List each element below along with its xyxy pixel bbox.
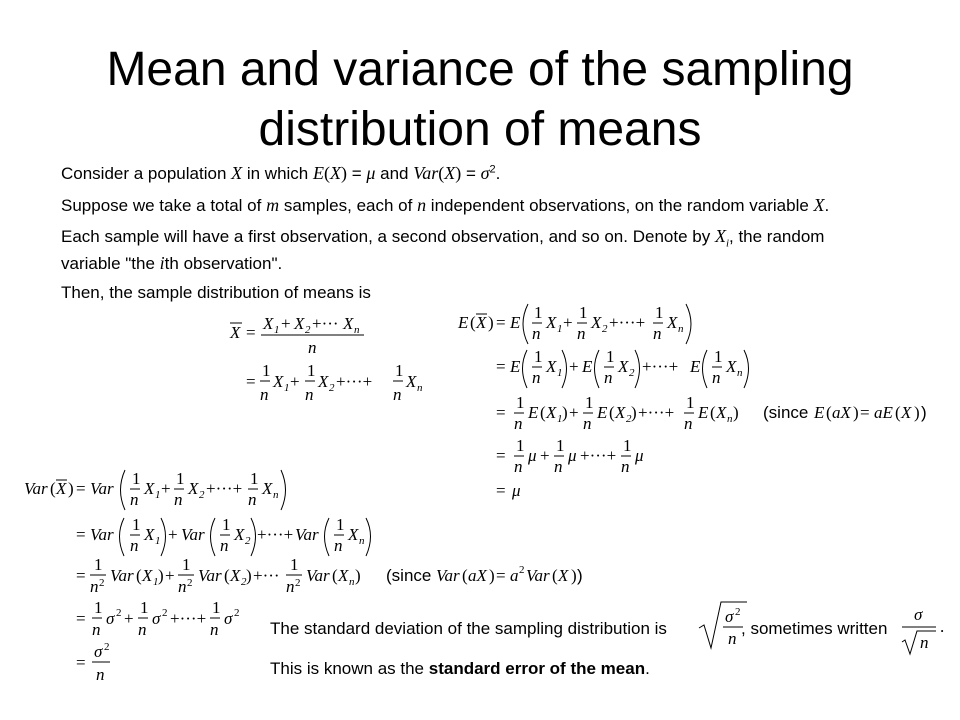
svg-text:(: ( xyxy=(224,566,230,585)
svg-text:X: X xyxy=(273,372,284,391)
svg-text:Var: Var xyxy=(526,566,550,585)
svg-text:2: 2 xyxy=(519,564,525,576)
svg-text:2: 2 xyxy=(295,577,301,589)
svg-text:): ) xyxy=(355,566,361,585)
svg-text:+···: +··· xyxy=(312,314,339,333)
svg-text:2: 2 xyxy=(199,489,205,501)
svg-text:): ) xyxy=(914,403,920,422)
svg-text:aX: aX xyxy=(832,403,851,422)
svg-text:1: 1 xyxy=(585,393,594,412)
svg-text:1: 1 xyxy=(534,303,543,322)
svg-text:1: 1 xyxy=(284,382,290,394)
svg-text:X: X xyxy=(144,479,155,498)
svg-text:aE: aE xyxy=(874,403,893,422)
svg-text:n: n xyxy=(532,324,541,343)
std-dev-text: The standard deviation of the sampling distribution is xyxy=(270,619,667,638)
svg-text:n: n xyxy=(220,536,229,555)
svg-text:1: 1 xyxy=(250,469,259,488)
svg-text:1: 1 xyxy=(212,598,221,617)
svg-text:1: 1 xyxy=(153,576,159,588)
svg-text:μ: μ xyxy=(528,446,537,465)
svg-text:E: E xyxy=(814,403,825,422)
svg-text:n: n xyxy=(130,490,139,509)
svg-text:E: E xyxy=(458,313,469,332)
svg-text:X: X xyxy=(901,403,912,422)
svg-text:(: ( xyxy=(609,403,615,422)
svg-text:X: X xyxy=(144,525,155,544)
svg-text:+···: +··· xyxy=(253,566,280,585)
svg-text:1: 1 xyxy=(557,413,563,425)
svg-text:1: 1 xyxy=(606,347,615,366)
slide-title xyxy=(0,40,960,160)
svg-text:E: E xyxy=(528,403,539,422)
intro-line-1: Consider a population X in which E(X) = μ and $Var(X) = \sigma^2$. xyxy=(61,163,501,183)
svg-text:n: n xyxy=(393,385,402,404)
svg-text:σ: σ xyxy=(725,607,734,626)
svg-text:X: X xyxy=(558,566,569,585)
svg-text:2: 2 xyxy=(99,577,105,589)
svg-text:): ) xyxy=(158,566,164,585)
svg-text:(: ( xyxy=(710,403,716,422)
std-error-formula xyxy=(900,598,950,658)
svg-text:+···+: +···+ xyxy=(638,403,675,422)
svg-text:E: E xyxy=(582,357,593,376)
svg-text:(: ( xyxy=(826,403,832,422)
svg-text:n: n xyxy=(349,576,355,588)
svg-text:1: 1 xyxy=(579,303,588,322)
svg-text:1: 1 xyxy=(714,347,723,366)
svg-text:): ) xyxy=(631,403,637,422)
sometimes-written-text: , sometimes written xyxy=(741,619,888,638)
svg-text:E: E xyxy=(510,313,521,332)
svg-text:Var: Var xyxy=(24,479,48,498)
svg-text:1: 1 xyxy=(534,347,543,366)
svg-text:+···+: +···+ xyxy=(206,479,243,498)
svg-text:X: X xyxy=(263,314,274,333)
svg-text:n: n xyxy=(684,414,693,433)
svg-text:1: 1 xyxy=(94,598,103,617)
svg-text:=: = xyxy=(496,357,506,376)
svg-text:X: X xyxy=(615,403,626,422)
svg-text:+: + xyxy=(569,403,579,422)
svg-text:=: = xyxy=(76,566,86,585)
svg-text:n: n xyxy=(577,324,586,343)
svg-text:(: ( xyxy=(136,566,142,585)
svg-text:X: X xyxy=(343,314,354,333)
sample-mean-definition xyxy=(228,305,458,415)
svg-text:X: X xyxy=(546,313,557,332)
svg-text:1: 1 xyxy=(94,555,103,574)
svg-text:+···+: +···+ xyxy=(609,313,646,332)
svg-text:n: n xyxy=(920,633,929,652)
svg-text:1: 1 xyxy=(132,469,141,488)
svg-text:n: n xyxy=(260,385,269,404)
svg-text:X: X xyxy=(230,323,241,342)
svg-text:X: X xyxy=(476,313,487,332)
svg-text:): ) xyxy=(562,403,568,422)
svg-text:X: X xyxy=(338,566,349,585)
svg-text:1: 1 xyxy=(307,361,316,380)
svg-text:μ: μ xyxy=(568,446,577,465)
svg-text:E: E xyxy=(698,403,709,422)
svg-text:n: n xyxy=(248,490,257,509)
svg-text:+: + xyxy=(281,314,291,333)
svg-text:): ) xyxy=(733,403,739,422)
svg-text:n: n xyxy=(286,577,295,596)
svg-text:X: X xyxy=(406,372,417,391)
svg-text:): ) xyxy=(488,313,494,332)
svg-text:+···+: +···+ xyxy=(257,525,294,544)
svg-text:+···+: +···+ xyxy=(580,446,617,465)
svg-text:=: = xyxy=(76,479,86,498)
svg-text:X: X xyxy=(56,479,67,498)
svg-text:2: 2 xyxy=(629,367,635,379)
svg-text:1: 1 xyxy=(155,489,161,501)
svg-text:X: X xyxy=(667,313,678,332)
svg-text:n: n xyxy=(728,629,737,648)
svg-text:Var: Var xyxy=(110,566,134,585)
svg-text:1: 1 xyxy=(222,515,231,534)
svg-text:Var: Var xyxy=(306,566,330,585)
svg-text:1: 1 xyxy=(274,324,280,336)
svg-text:E: E xyxy=(510,357,521,376)
intro-line-3: Each sample will have a first observation, a second observation, and so on. Denote by $X_i$, the random xyxy=(61,226,825,250)
svg-text:+: + xyxy=(290,372,300,391)
svg-text:1: 1 xyxy=(516,393,525,412)
svg-text:+···+: +···+ xyxy=(336,372,373,391)
svg-text:2: 2 xyxy=(116,607,122,619)
svg-text:n: n xyxy=(417,382,423,394)
svg-text:n: n xyxy=(305,385,314,404)
svg-text:E: E xyxy=(690,357,701,376)
svg-text:n: n xyxy=(514,457,523,476)
svg-text:=: = xyxy=(496,446,506,465)
svg-text:n: n xyxy=(90,577,99,596)
svg-text:(: ( xyxy=(540,403,546,422)
svg-text:Var: Var xyxy=(181,525,205,544)
svg-text:Var: Var xyxy=(436,566,460,585)
svg-text:X: X xyxy=(716,403,727,422)
svg-text:n: n xyxy=(354,324,360,336)
svg-text:X: X xyxy=(318,372,329,391)
svg-text:Var: Var xyxy=(295,525,319,544)
svg-text:=: = xyxy=(860,403,870,422)
svg-text:1: 1 xyxy=(176,469,185,488)
svg-text:X: X xyxy=(726,357,737,376)
svg-text:2: 2 xyxy=(162,607,168,619)
svg-text:=: = xyxy=(76,525,86,544)
svg-text:1: 1 xyxy=(336,515,345,534)
variance-derivation xyxy=(24,466,604,691)
svg-text:n: n xyxy=(178,577,187,596)
svg-text:σ: σ xyxy=(914,605,923,624)
intro-line-4: variable "the ith observation". xyxy=(61,253,283,273)
svg-text:): ) xyxy=(489,566,495,585)
svg-text:E: E xyxy=(597,403,608,422)
svg-text:1: 1 xyxy=(686,393,695,412)
svg-text:X: X xyxy=(230,566,241,585)
svg-text:2: 2 xyxy=(305,324,311,336)
svg-text:X: X xyxy=(591,313,602,332)
svg-text:n: n xyxy=(583,414,592,433)
svg-text:2: 2 xyxy=(602,323,608,335)
svg-text:(: ( xyxy=(470,313,476,332)
svg-text:X: X xyxy=(294,314,305,333)
svg-text:n: n xyxy=(678,323,684,335)
svg-text:.: . xyxy=(940,617,945,636)
svg-text:n: n xyxy=(621,457,630,476)
svg-text:X: X xyxy=(618,357,629,376)
svg-text:2: 2 xyxy=(735,606,741,618)
title-line-2: distribution of means xyxy=(258,103,702,156)
svg-text:n: n xyxy=(359,535,365,547)
svg-text:): ) xyxy=(246,566,252,585)
svg-text:n: n xyxy=(273,489,279,501)
svg-text:=: = xyxy=(496,566,506,585)
svg-text:=: = xyxy=(76,653,86,672)
svg-text:(: ( xyxy=(50,479,56,498)
svg-text:2: 2 xyxy=(104,641,110,653)
svg-text:): ) xyxy=(921,403,927,422)
svg-text:=: = xyxy=(496,481,506,500)
svg-text:1: 1 xyxy=(132,515,141,534)
svg-text:Var: Var xyxy=(198,566,222,585)
title-line-1: Mean and variance of the sampling xyxy=(106,43,854,96)
svg-text:1: 1 xyxy=(557,367,563,379)
svg-text:σ: σ xyxy=(152,609,161,628)
svg-text:+: + xyxy=(540,446,550,465)
svg-text:+: + xyxy=(569,357,579,376)
svg-text:1: 1 xyxy=(556,436,565,455)
svg-text:2: 2 xyxy=(241,576,247,588)
svg-text:1: 1 xyxy=(182,555,191,574)
svg-text:a: a xyxy=(510,566,519,585)
svg-text:+: + xyxy=(168,525,178,544)
svg-text:n: n xyxy=(712,368,721,387)
svg-text:1: 1 xyxy=(290,555,299,574)
svg-text:2: 2 xyxy=(245,535,251,547)
svg-text:2: 2 xyxy=(234,607,240,619)
std-error-term: standard error of the mean xyxy=(428,659,646,678)
svg-text:(since: (since xyxy=(386,566,432,585)
svg-text:n: n xyxy=(727,413,733,425)
svg-text:+: + xyxy=(563,313,573,332)
svg-text:n: n xyxy=(514,414,523,433)
svg-text:(: ( xyxy=(332,566,338,585)
svg-text:X: X xyxy=(348,525,359,544)
svg-text:): ) xyxy=(577,566,583,585)
svg-text:n: n xyxy=(96,665,105,684)
svg-text:X: X xyxy=(234,525,245,544)
svg-text:): ) xyxy=(571,566,577,585)
svg-text:(: ( xyxy=(895,403,901,422)
svg-text:μ: μ xyxy=(512,481,521,500)
svg-text:n: n xyxy=(737,367,743,379)
svg-text:n: n xyxy=(210,620,219,639)
svg-text:1: 1 xyxy=(623,436,632,455)
svg-text:=: = xyxy=(246,323,256,342)
svg-text:1: 1 xyxy=(395,361,404,380)
svg-text:σ: σ xyxy=(94,642,103,661)
svg-text:+···+: +···+ xyxy=(170,609,207,628)
svg-text:n: n xyxy=(174,490,183,509)
svg-text:1: 1 xyxy=(262,361,271,380)
svg-text:(since: (since xyxy=(763,403,809,422)
svg-text:1: 1 xyxy=(140,598,149,617)
svg-text:2: 2 xyxy=(626,413,632,425)
svg-text:+: + xyxy=(124,609,134,628)
intro-line-2: Suppose we take a total of m samples, each of n independent observations, on the random variable X. xyxy=(61,195,830,215)
svg-text:n: n xyxy=(554,457,563,476)
svg-text:X: X xyxy=(188,479,199,498)
svg-text:μ: μ xyxy=(635,446,644,465)
svg-text:X: X xyxy=(142,566,153,585)
svg-text:=: = xyxy=(496,403,506,422)
svg-text:n: n xyxy=(308,338,317,357)
svg-text:1: 1 xyxy=(557,323,563,335)
intro-line-5: Then, the sample distribution of means is xyxy=(61,283,371,302)
svg-text:=: = xyxy=(246,372,256,391)
svg-text:2: 2 xyxy=(329,382,335,394)
std-error-text: This is known as the standard error of the mean. xyxy=(270,659,650,678)
svg-text:(: ( xyxy=(462,566,468,585)
svg-text:X: X xyxy=(262,479,273,498)
svg-text:): ) xyxy=(853,403,859,422)
svg-text:=: = xyxy=(496,313,506,332)
svg-text:X: X xyxy=(546,357,557,376)
svg-text:n: n xyxy=(130,536,139,555)
svg-text:1: 1 xyxy=(516,436,525,455)
svg-text:+: + xyxy=(161,479,171,498)
svg-text:n: n xyxy=(532,368,541,387)
svg-text:+···+: +···+ xyxy=(642,357,679,376)
svg-text:n: n xyxy=(604,368,613,387)
svg-text:2: 2 xyxy=(187,577,193,589)
svg-text:n: n xyxy=(653,324,662,343)
svg-text:σ: σ xyxy=(106,609,115,628)
svg-text:Var: Var xyxy=(90,525,114,544)
svg-text:n: n xyxy=(138,620,147,639)
svg-text:1: 1 xyxy=(655,303,664,322)
svg-text:n: n xyxy=(334,536,343,555)
svg-text:X: X xyxy=(546,403,557,422)
svg-text:=: = xyxy=(76,609,86,628)
svg-text:(: ( xyxy=(552,566,558,585)
svg-text:Var: Var xyxy=(90,479,114,498)
svg-text:aX: aX xyxy=(468,566,487,585)
svg-text:): ) xyxy=(68,479,74,498)
svg-text:1: 1 xyxy=(155,535,161,547)
svg-text:n: n xyxy=(92,620,101,639)
svg-text:+: + xyxy=(165,566,175,585)
svg-text:σ: σ xyxy=(224,609,233,628)
